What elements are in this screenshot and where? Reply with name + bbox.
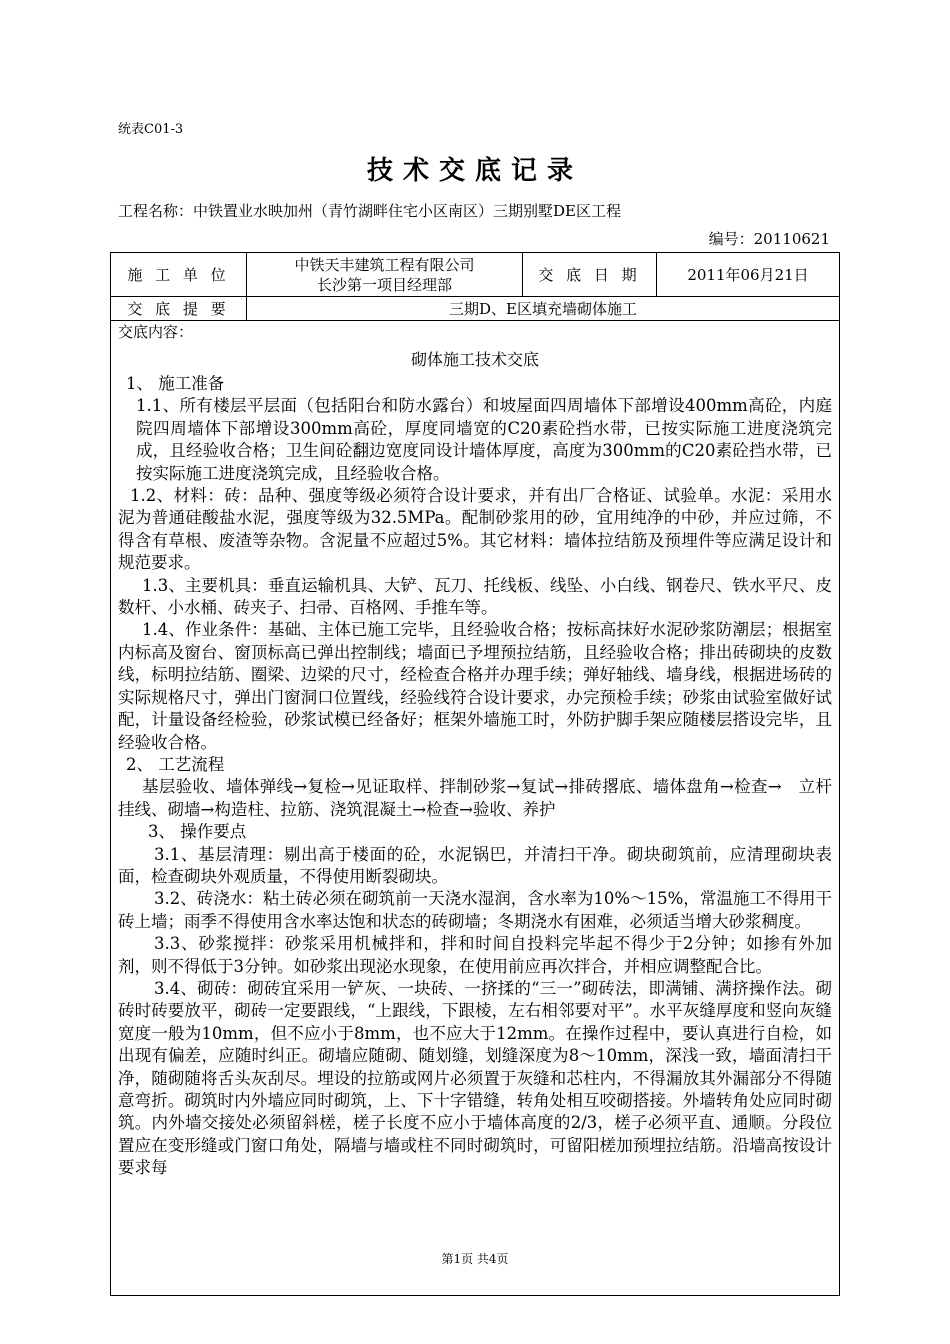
project-name: 工程名称：中铁置业水映加州（青竹湖畔住宅小区南区）三期别墅DE区工程 [118, 202, 621, 220]
paragraph-3-3: 3.3、砂浆搅拌：砂浆采用机械拌和，拌和时间自投料完毕起不得少于2分钟；如掺有外加剂，则不得低于3分钟。如砂浆出现泌水现象，在使用前应再次拌合，并相应调整配合比。 [118, 934, 832, 976]
section-heading-2: 2、 工艺流程 [126, 754, 225, 774]
paragraph-3-2: 3.2、砖浇水：粘土砖必须在砌筑前一天浇水湿润，含水率为10%～15%，常温施工不得用干砖上墙；雨季不得使用含水率达饱和状态的砖砌墙；冬期浇水有困难，必须适当增大砂浆稠度。 [118, 889, 832, 931]
content-body [111, 321, 839, 1295]
content-row [111, 321, 840, 1296]
unit-row [111, 253, 840, 297]
unit-value [247, 253, 523, 297]
paragraph-3-1: 3.1、基层清理：剔出高于楼面的砼，水泥锅巴，并清扫干净。砌块砌筑前，应清理砌块表面，检查砌块外观质量，不得使用断裂砌块。 [118, 844, 832, 886]
content-subtitle: 砌体施工技术交底 [410, 350, 539, 369]
disclosure-table [110, 252, 840, 1296]
date-value: 2011年06月21日 [657, 253, 840, 297]
document-title: 技术交底记录 [366, 156, 583, 186]
form-code: 统表C01-3 [118, 122, 184, 137]
summary-row [111, 297, 840, 321]
serial-number: 编号：20110621 [708, 230, 830, 248]
unit-value-line-2: 长沙第一项目经理部 [316, 275, 452, 294]
unit-label: 施 工 单 位 [111, 253, 247, 297]
summary-value: 三期D、E区填充墙砌体施工 [247, 297, 840, 321]
section-heading-3: 3、 操作要点 [148, 822, 247, 842]
unit-value-line-1: 中铁天丰建筑工程有限公司 [294, 255, 475, 274]
paragraph-1-4: 1.4、作业条件：基础、主体已施工完毕，且经验收合格；按标高抹好水泥砂浆防潮层；根据室内标高及窗台、窗顶标高已弹出控制线；墙面已予埋预拉结筋，且经验收合格；排出砖砌块的皮数线，标明拉结筋、圈梁、边梁的尺寸，经检查合格并办理手续；弹好轴线、墙身线，根据进场砖的实际规格尺寸，弹出门窗洞口位置线，经验线符合设计要求，办完预检手续；砂浆由试验室做好试配，计量设备经检验，砂浆试模已经备好；框架外墙施工时，外防护脚手架应随楼层搭设完毕，且经验收合格。 [118, 620, 832, 752]
page-footer: 第1页 共4页 [441, 1252, 509, 1266]
section-heading-1: 1、 施工准备 [126, 374, 225, 393]
summary-label: 交 底 提 要 [111, 297, 247, 321]
paragraph-1-3: 1.3、主要机具：垂直运输机具、大铲、瓦刀、托线板、线坠、小白线、钢卷尺、铁水平尺、皮数杆、小水桶、砖夹子、扫帚、百格网、手推车等。 [118, 575, 832, 618]
paragraph-1-1: 1.1、所有楼层平层面（包括阳台和防水露台）和坡屋面四周墙体下部增设400mm高砼，内庭院四周墙体下部增设300mm高砼，厚度同墙宽的C20素砼挡水带，已按实际施工进度浇筑完成，且经验收合格；卫生间砼翻边宽度同设计墙体厚度，高度为300mm的C20素砼挡水带，已按实际施工进度浇筑完成，且经验收合格。 [136, 396, 832, 483]
content-label: 交底内容： [118, 323, 194, 341]
date-label: 交 底 日 期 [523, 253, 657, 297]
paragraph-3-4: 3.4、砌砖：砌砖宜采用一铲灰、一块砖、一挤揉的“三一”砌砖法，即满铺、满挤操作法。砌砖时砖要放平，砌砖一定要跟线，“上跟线，下跟棱，左右相邻要对平”。水平灰缝厚度和竖向灰缝宽度一般为10mm，但不应小于8mm，也不应大于12mm。在操作过程中，要认真进行自检，如出现有偏差，应随时纠正。砌墙应随砌、随划缝，划缝深度为8～10mm，深浅一致，墙面清扫干净，随砌随将舌头灰刮尽。埋设的拉筋或网片必须置于灰缝和芯柱内，不得漏放其外漏部分不得随意弯折。砌筑时内外墙应同时砌筑，上、下十字错缝，转角处相互咬砌搭接。外墙转角处应同时砌筑。内外墙交接处必须留斜槎，槎子长度不应小于墙体高度的2/3，槎子必须平直、通顺。分段位置应在变形缝或门窗口角处，隔墙与墙或柱不同时砌筑时，可留阳槎加预埋拉结筋。沿墙高按设计要求每 [118, 978, 832, 1178]
paragraph-2: 基层验收、墙体弹线→复检→见证取样、拌制砂浆→复试→排砖撂底、墙体盘角→检查→ 立杆挂线、砌墙→构造柱、拉筋、浇筑混凝土→检查→验收、养护 [118, 777, 832, 819]
content-cell [111, 321, 840, 1296]
paragraph-1-2: 1.2、材料：砖：品种、强度等级必须符合设计要求，并有出厂合格证、试验单。水泥：采用水泥为普通硅酸盐水泥，强度等级为32.5MPa。配制砂浆用的砂，宜用纯净的中砂，并应过筛，不得含有草根、废渣等杂物。含泥量不应超过5%。其它材料：墙体拉结筋及预埋件等应满足设计和规范要求。 [118, 486, 832, 573]
